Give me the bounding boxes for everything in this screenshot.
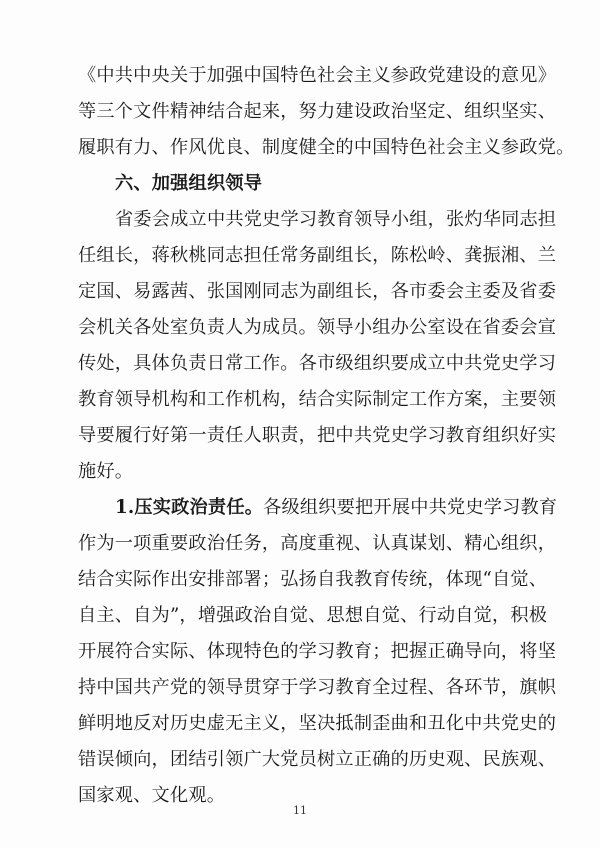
subsection-title: 1.压实政治责任。 bbox=[115, 497, 264, 518]
text-line: 传处，具体负责日常工作。各市级组织要成立中共党史学习 bbox=[78, 353, 557, 374]
text-line: 自主、自为”，增强政治自觉、思想自觉、行动自觉，积极 bbox=[78, 605, 548, 626]
text-line: 定国、易露茜、张国刚同志为副组长，各市委会主委及省委 bbox=[78, 281, 557, 302]
page-number: 11 bbox=[293, 804, 307, 817]
section-heading: 六、加强组织领导 bbox=[115, 173, 263, 194]
text-line: 结合实际作出安排部署；弘扬自我教育传统，体现“自觉、 bbox=[78, 569, 548, 590]
text-line: 教育领导机构和工作机构，结合实际制定工作方案，主要领 bbox=[78, 389, 557, 410]
text-line: 省委会成立中共党史学习教育领导小组，张灼华同志担 bbox=[115, 209, 557, 230]
text-line: 鲜明地反对历史虚无主义，坚决抵制歪曲和丑化中共党史的 bbox=[78, 713, 557, 734]
text-line: 作为一项重要政治任务，高度重视、认真谋划、精心组织， bbox=[78, 533, 557, 554]
text-line: 错误倾向，团结引领广大党员树立正确的历史观、民族观、 bbox=[78, 749, 557, 770]
text-line: 等三个文件精神结合起来，努力建设政治坚定、组织坚实、 bbox=[78, 101, 557, 122]
text-line: 施好。 bbox=[78, 461, 134, 482]
text-line: 持中国共产党的领导贯穿于学习教育全过程、各环节，旗帜 bbox=[78, 677, 557, 698]
text-line: 1.压实政治责任。各级组织要把开展中共党史学习教育 bbox=[115, 497, 558, 518]
text-line: 国家观、文化观。 bbox=[78, 785, 226, 806]
text-line: 履职有力、作风优良、制度健全的中国特色社会主义参政党。 bbox=[78, 137, 575, 158]
text-line: 《中共中央关于加强中国特色社会主义参政党建设的意见》 bbox=[78, 65, 557, 86]
text-line: 会机关各处室负责人为成员。领导小组办公室设在省委会宣 bbox=[78, 317, 557, 338]
text-line: 任组长，蒋秋桃同志担任常务副组长，陈松岭、龚振湘、兰 bbox=[78, 245, 557, 266]
text-line: 导要履行好第一责任人职责，把中共党史学习教育组织好实 bbox=[78, 425, 557, 446]
text-line: 开展符合实际、体现特色的学习教育；把握正确导向，将坚 bbox=[78, 641, 557, 662]
